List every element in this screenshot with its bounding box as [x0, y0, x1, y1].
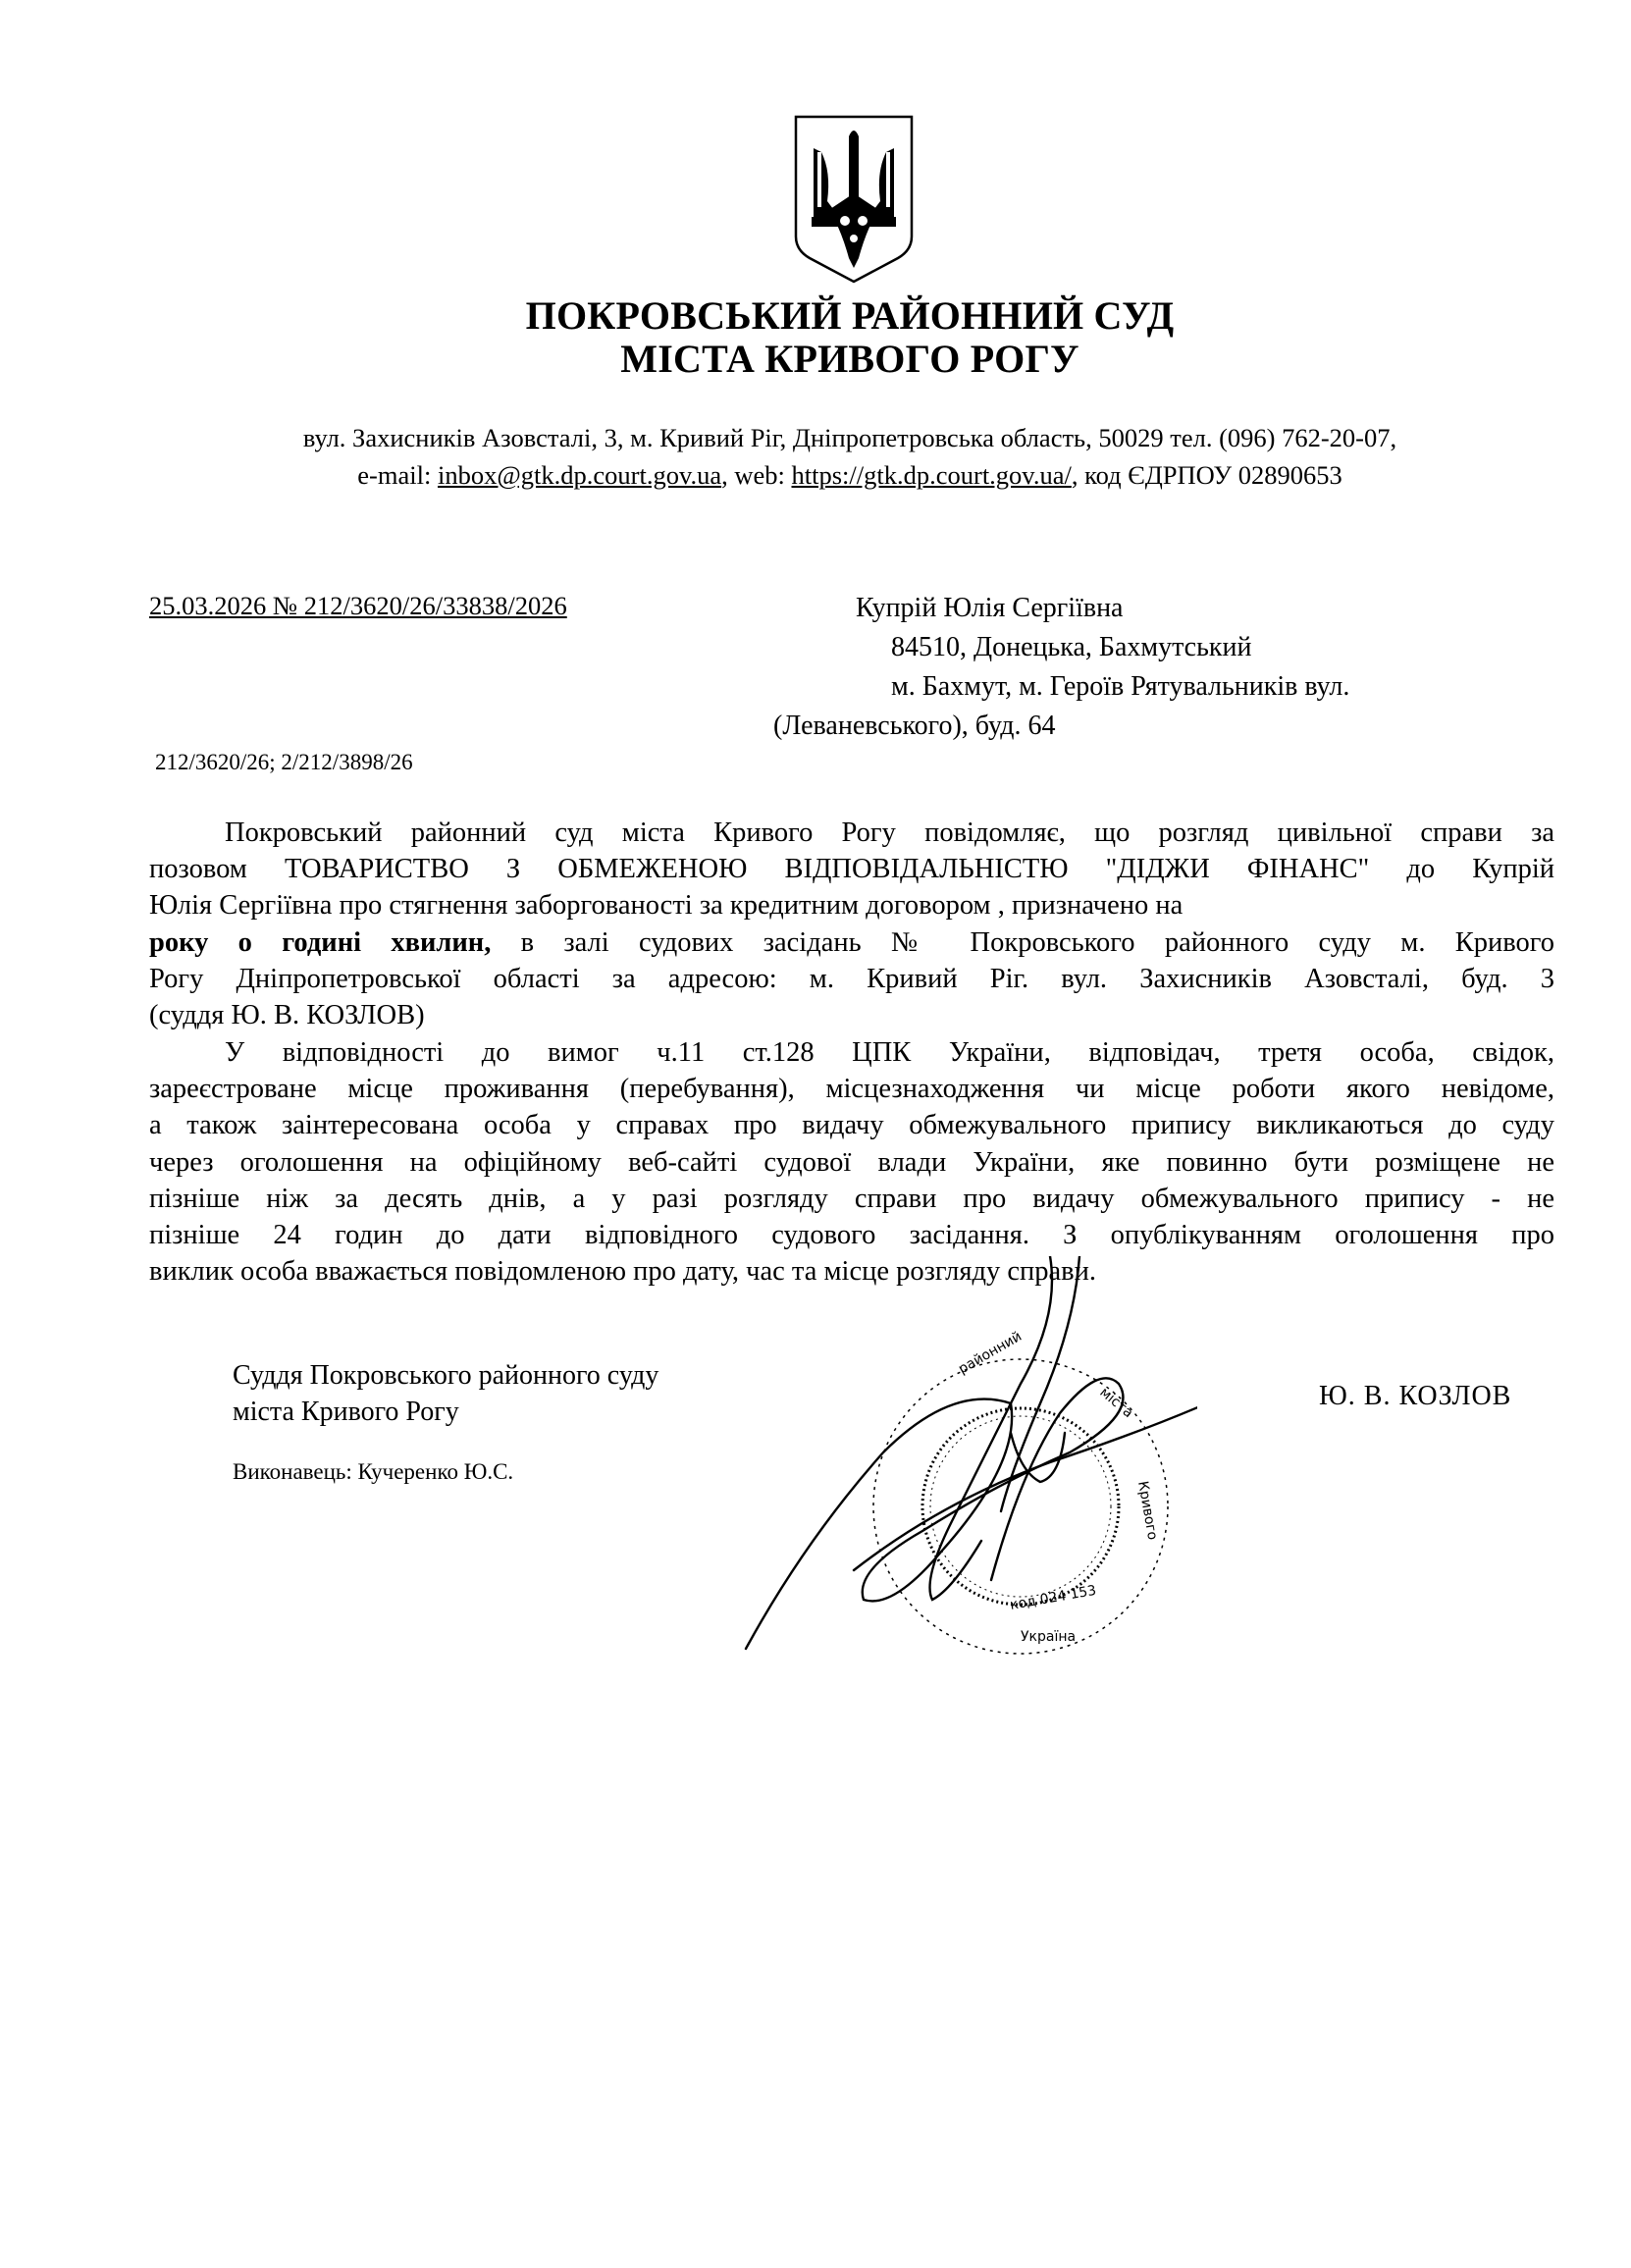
email-label: e-mail:	[357, 460, 438, 490]
paragraph-line: зареєстроване місце проживання (перебування), місцезнаходження чи місце роботи якого невідоме,	[149, 1074, 1554, 1105]
court-contacts	[0, 456, 1631, 494]
svg-text:код 024 153: код 024 153	[1008, 1582, 1098, 1613]
signatory-position-line2: міста Кривого Рогу	[233, 1397, 459, 1427]
court-name-line2: МІСТА КРИВОГО РОГУ	[620, 337, 1079, 381]
paragraph-line: У відповідності до вимог ч.11 ст.128 ЦПК України, відповідач, третя особа, свідок,	[225, 1037, 1554, 1068]
outgoing-reference: 25.03.2026 № 212/3620/26/33838/2026	[149, 591, 567, 620]
paragraph-line: а також заінтересована особа у справах про видачу обмежувального припису викликаються до суду	[149, 1110, 1554, 1141]
paragraph-line: Рогу Дніпропетровської області за адресою: м. Кривий Ріг. вул. Захисників Азовсталі, буд. 3	[149, 963, 1554, 994]
court-address: вул. Захисників Азовсталі, 3, м. Кривий Ріг, Дніпропетровська область, 50029 тел. (096) 762-20-07,	[302, 423, 1397, 452]
notice-paragraph-2	[149, 1034, 1554, 1290]
paragraph-line: пізніше 24 годин до дати відповідного судового засідання. З опублікуванням оголошення про	[149, 1220, 1554, 1251]
web-link[interactable]: https://gtk.dp.court.gov.ua/	[791, 460, 1072, 490]
court-name-line1: ПОКРОВСЬКИЙ РАЙОННИЙ СУД	[525, 293, 1175, 338]
paragraph-line: року о годині хвилин, в залі судових засідань № Покровського районного суду м. Кривого	[149, 926, 1554, 958]
court-seal-stamp-icon	[726, 1256, 1197, 1668]
hearing-time-placeholder: року о годині хвилин,	[149, 926, 492, 958]
notice-paragraph-1	[149, 815, 1554, 1033]
paragraph-line: пізніше ніж за десять днів, а у разі розгляду справи про видачу обмежувального припису - не	[149, 1183, 1554, 1214]
svg-text:Кривого: Кривого	[1134, 1479, 1161, 1542]
ukraine-trident-emblem-icon	[788, 111, 920, 286]
web-label: , web:	[721, 460, 792, 490]
email-link[interactable]: inbox@gtk.dp.court.gov.ua	[437, 460, 722, 490]
paragraph-line: (суддя Ю. В. КОЗЛОВ)	[149, 1000, 425, 1031]
signatory-position-line1: Суддя Покровського районного суду	[233, 1360, 659, 1391]
judge-name: Ю. В. КОЗЛОВ	[1319, 1381, 1512, 1411]
paragraph-line: через оголошення на офіційному веб-сайті судової влади України, яке повинно бути розміщене не	[149, 1146, 1554, 1178]
paragraph-line: позовом ТОВАРИСТВО З ОБМЕЖЕНОЮ ВІДПОВІДАЛЬНІСТЮ "ДІДЖИ ФІНАНС" до Купрій	[149, 854, 1554, 885]
svg-text:міста: міста	[1096, 1384, 1136, 1422]
paragraph-line: Покровський районний суд міста Кривого Рогу повідомляє, що розгляд цивільної справи за	[225, 818, 1554, 848]
edrpou-code: , код ЄДРПОУ 02890653	[1071, 460, 1342, 490]
executor: Виконавець: Кучеренко Ю.С.	[233, 1459, 514, 1484]
recipient-address-line2: м. Бахмут, м. Героїв Рятувальників вул.	[891, 671, 1350, 702]
recipient-name: Купрій Юлія Сергіївна	[856, 593, 1124, 623]
case-references: 212/3620/26; 2/212/3898/26	[155, 750, 413, 774]
recipient-address-line1: 84510, Донецька, Бахмутський	[891, 632, 1252, 662]
paragraph-line: Юлія Сергіївна про стягнення заборгованості за кредитним договором , призначено на	[149, 890, 1184, 922]
handwritten-signature-icon	[746, 1256, 1197, 1649]
recipient-address-line3: (Леваневського), буд. 64	[773, 711, 1056, 741]
paragraph-line: виклик особа вважається повідомленою про дату, час та місце розгляду справи.	[149, 1256, 1096, 1288]
svg-text:Україна: Україна	[1021, 1629, 1077, 1645]
svg-text:районний: районний	[956, 1328, 1026, 1378]
